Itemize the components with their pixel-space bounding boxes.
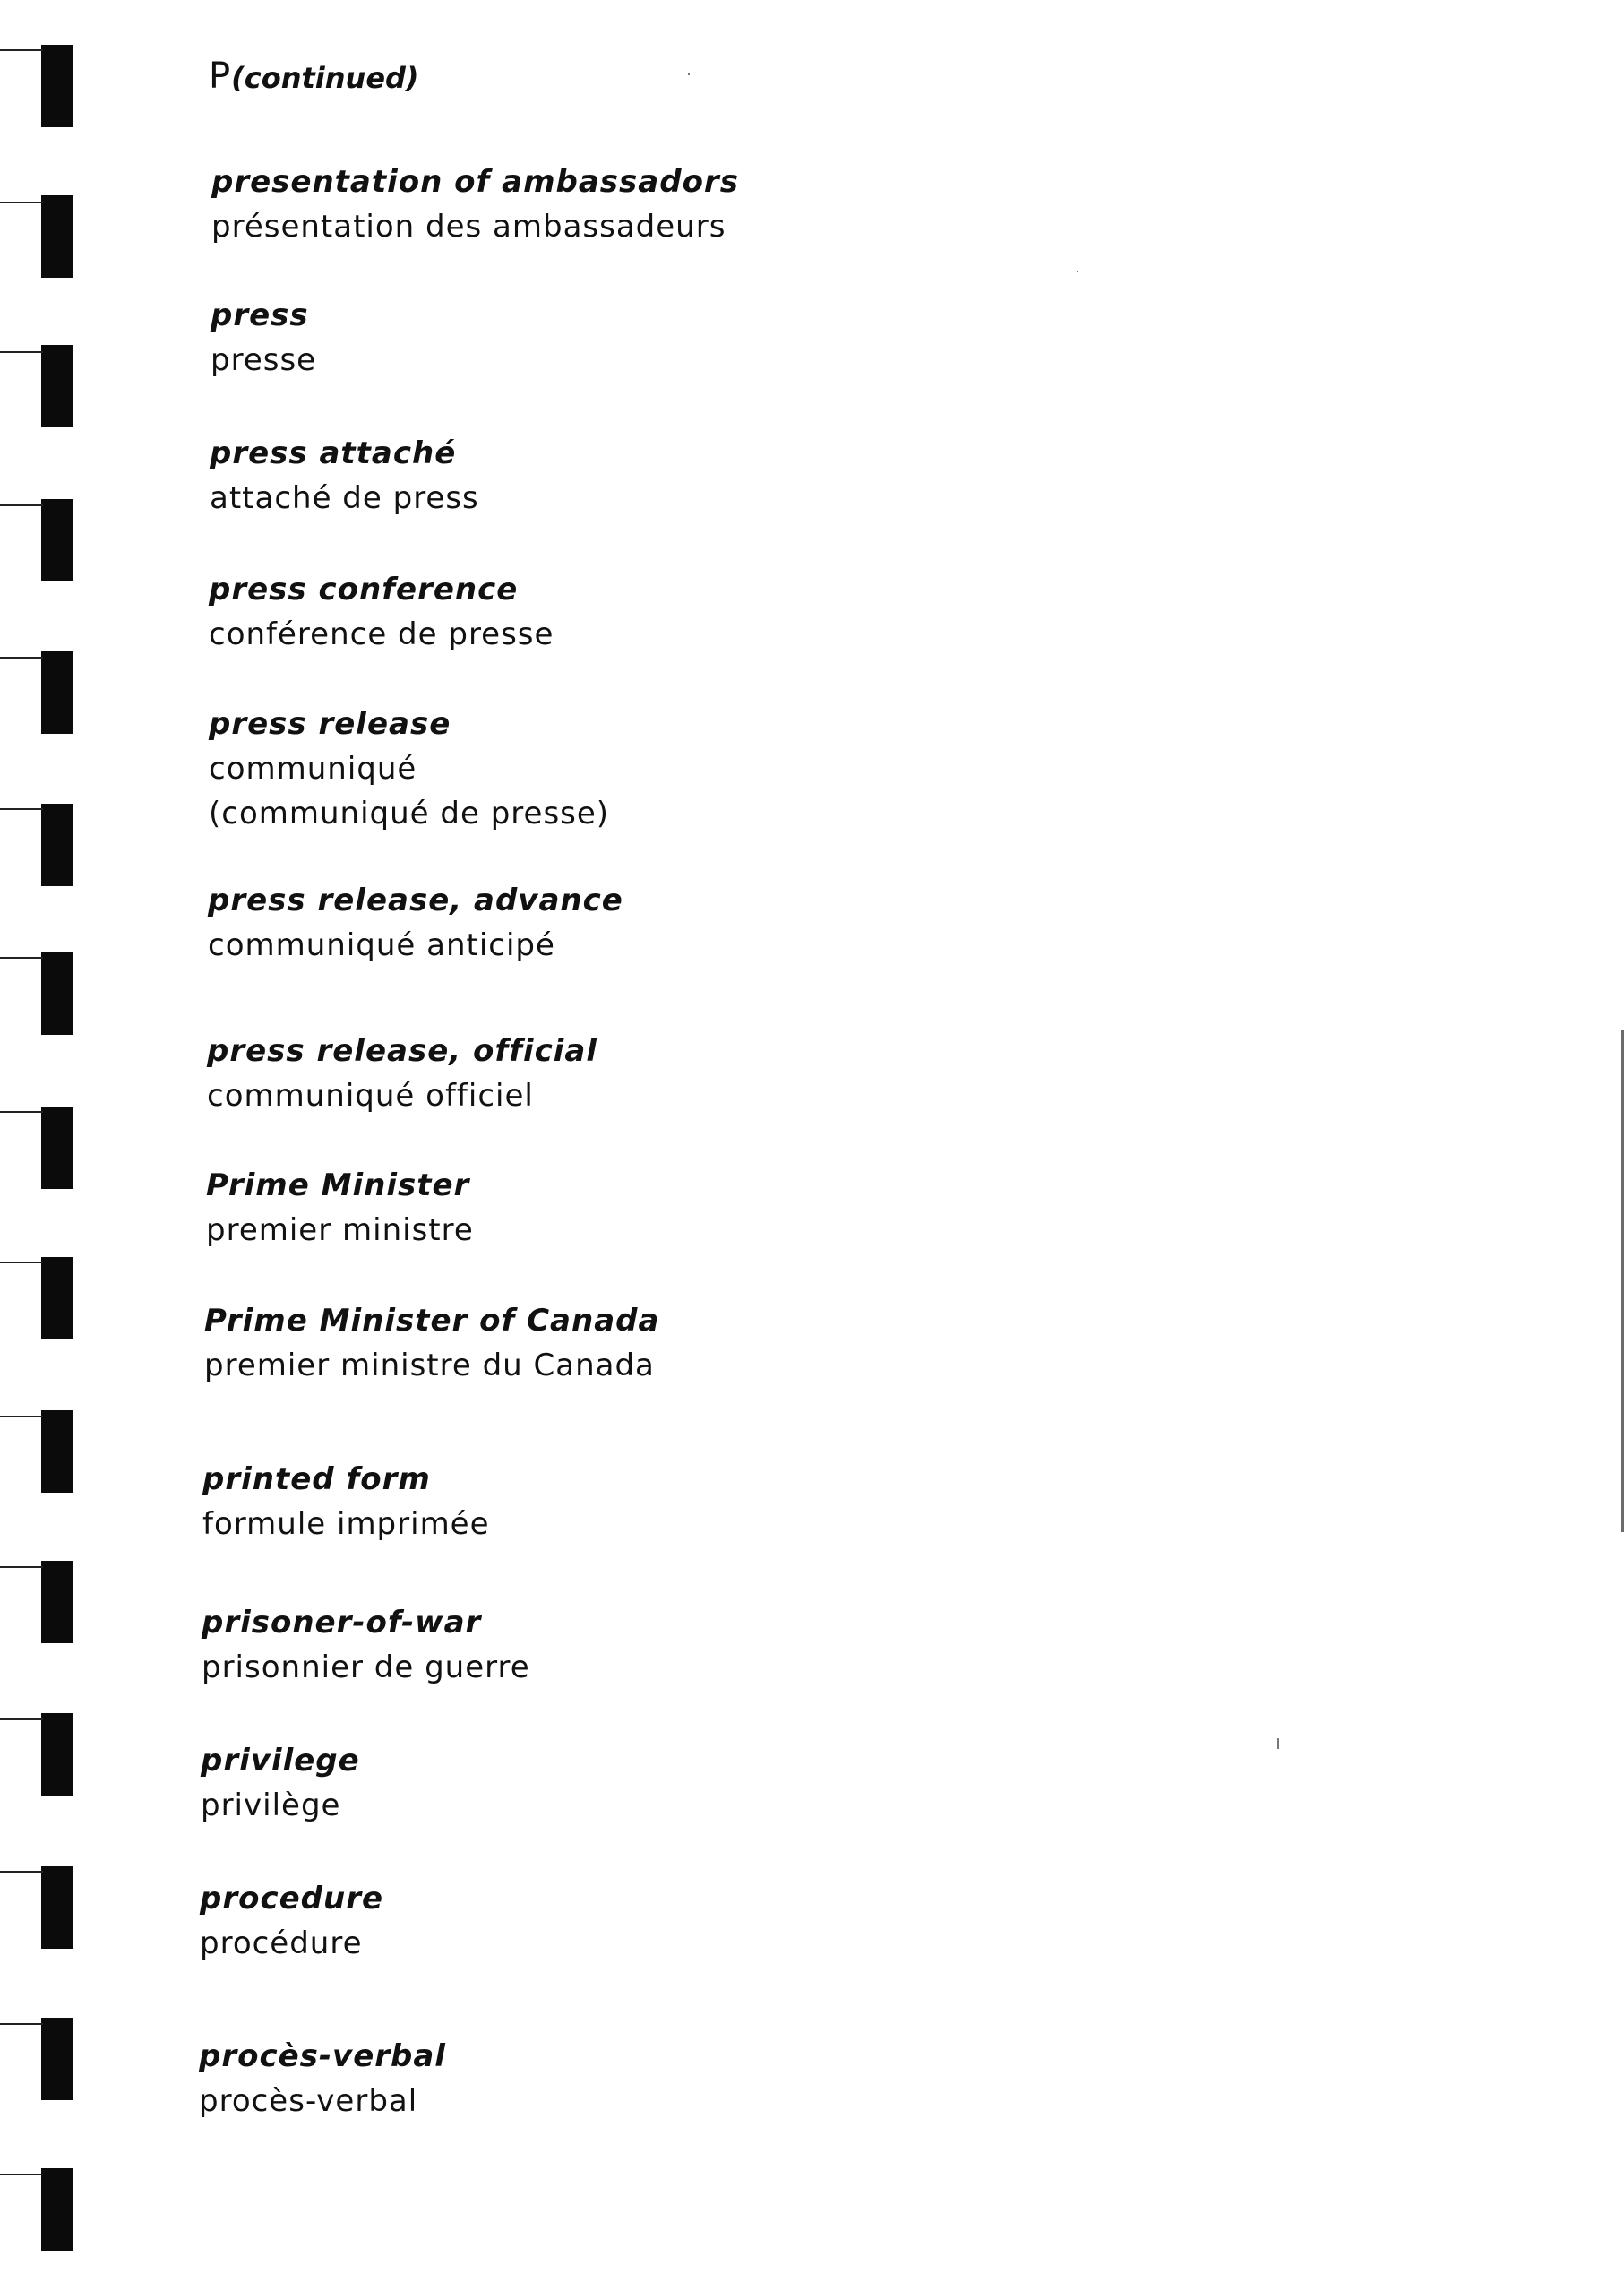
glossary-entry xyxy=(202,1600,530,1690)
binding-ring-line xyxy=(0,202,43,203)
glossary-entry xyxy=(209,567,554,657)
binding-ring-line xyxy=(0,1718,43,1720)
binding-ring xyxy=(41,499,73,581)
binding-ring-line xyxy=(0,957,43,959)
glossary-entry xyxy=(202,1457,490,1546)
glossary-entry xyxy=(199,2034,446,2123)
scan-speck xyxy=(1277,1738,1279,1749)
binding-ring xyxy=(41,1561,73,1643)
binding-ring xyxy=(41,2018,73,2100)
glossary-entry xyxy=(200,1876,383,1966)
french-term: premier ministre xyxy=(206,1212,474,1248)
french-term: formule imprimée xyxy=(202,1506,490,1542)
english-term: Prime Minister of Canada xyxy=(204,1303,660,1339)
glossary-entry xyxy=(207,1029,597,1118)
binding-ring xyxy=(41,195,73,278)
english-term: press release, advance xyxy=(208,883,623,918)
binding-ring xyxy=(41,651,73,734)
binding-ring-line xyxy=(0,351,43,353)
english-term: Prime Minister xyxy=(206,1167,470,1203)
glossary-entry xyxy=(206,1163,474,1253)
binding-ring xyxy=(41,1410,73,1493)
french-term: (communiqué de presse) xyxy=(209,796,610,831)
french-term: communiqué xyxy=(209,751,417,787)
english-term: press release xyxy=(209,706,451,742)
english-term: presentation of ambassadors xyxy=(211,164,739,200)
english-term: press conference xyxy=(209,572,519,607)
section-letter: P xyxy=(209,56,232,97)
scan-speck xyxy=(688,73,690,75)
binding-ring-line xyxy=(0,1871,43,1873)
english-term: press attaché xyxy=(210,435,457,471)
french-term: procédure xyxy=(200,1925,363,1961)
binding-ring-line xyxy=(0,2023,43,2025)
french-term: privilège xyxy=(201,1787,341,1823)
english-term: privilege xyxy=(201,1743,360,1779)
binding-ring xyxy=(41,1713,73,1796)
binding-ring-line xyxy=(0,1262,43,1263)
binding-ring xyxy=(41,804,73,886)
binding-ring-line xyxy=(0,1416,43,1417)
scan-speck xyxy=(1077,271,1078,272)
binding-ring xyxy=(41,952,73,1035)
binding-ring-line xyxy=(0,808,43,810)
binding-ring-line xyxy=(0,2174,43,2175)
french-term: premier ministre du Canada xyxy=(204,1348,655,1383)
binding-ring-line xyxy=(0,1111,43,1113)
glossary-entry xyxy=(210,431,479,521)
section-continued-label: (continued) xyxy=(231,61,419,95)
french-term: présentation des ambassadeurs xyxy=(211,209,726,245)
french-term: presse xyxy=(211,342,317,378)
french-term: prisonnier de guerre xyxy=(202,1650,530,1685)
english-term: press release, official xyxy=(207,1033,598,1069)
glossary-entry xyxy=(204,1298,659,1388)
binding-ring xyxy=(41,1866,73,1949)
glossary-entry xyxy=(201,1738,360,1828)
glossary-entry xyxy=(208,878,623,968)
binding-ring xyxy=(41,45,73,127)
section-header xyxy=(209,56,419,97)
english-term: printed form xyxy=(202,1461,431,1497)
binding-ring xyxy=(41,1257,73,1339)
binding-ring-line xyxy=(0,1566,43,1568)
binding-ring-line xyxy=(0,504,43,506)
french-term: communiqué officiel xyxy=(207,1078,534,1114)
binding-ring-line xyxy=(0,49,43,51)
english-term: press xyxy=(211,297,309,333)
french-term: conférence de presse xyxy=(209,616,554,652)
french-term: attaché de press xyxy=(210,480,479,516)
french-term: procès-verbal xyxy=(199,2083,418,2119)
english-term: prisoner-of-war xyxy=(202,1605,482,1641)
binding-ring xyxy=(41,1107,73,1189)
glossary-entry xyxy=(209,702,609,836)
french-term: communiqué anticipé xyxy=(208,927,555,963)
glossary-entry xyxy=(211,293,316,383)
english-term: procès-verbal xyxy=(199,2038,446,2074)
english-term: procedure xyxy=(200,1881,384,1917)
spiral-binding xyxy=(0,0,90,2274)
glossary-entry xyxy=(211,159,739,249)
binding-ring xyxy=(41,2168,73,2251)
binding-ring-line xyxy=(0,657,43,659)
binding-ring xyxy=(41,345,73,427)
